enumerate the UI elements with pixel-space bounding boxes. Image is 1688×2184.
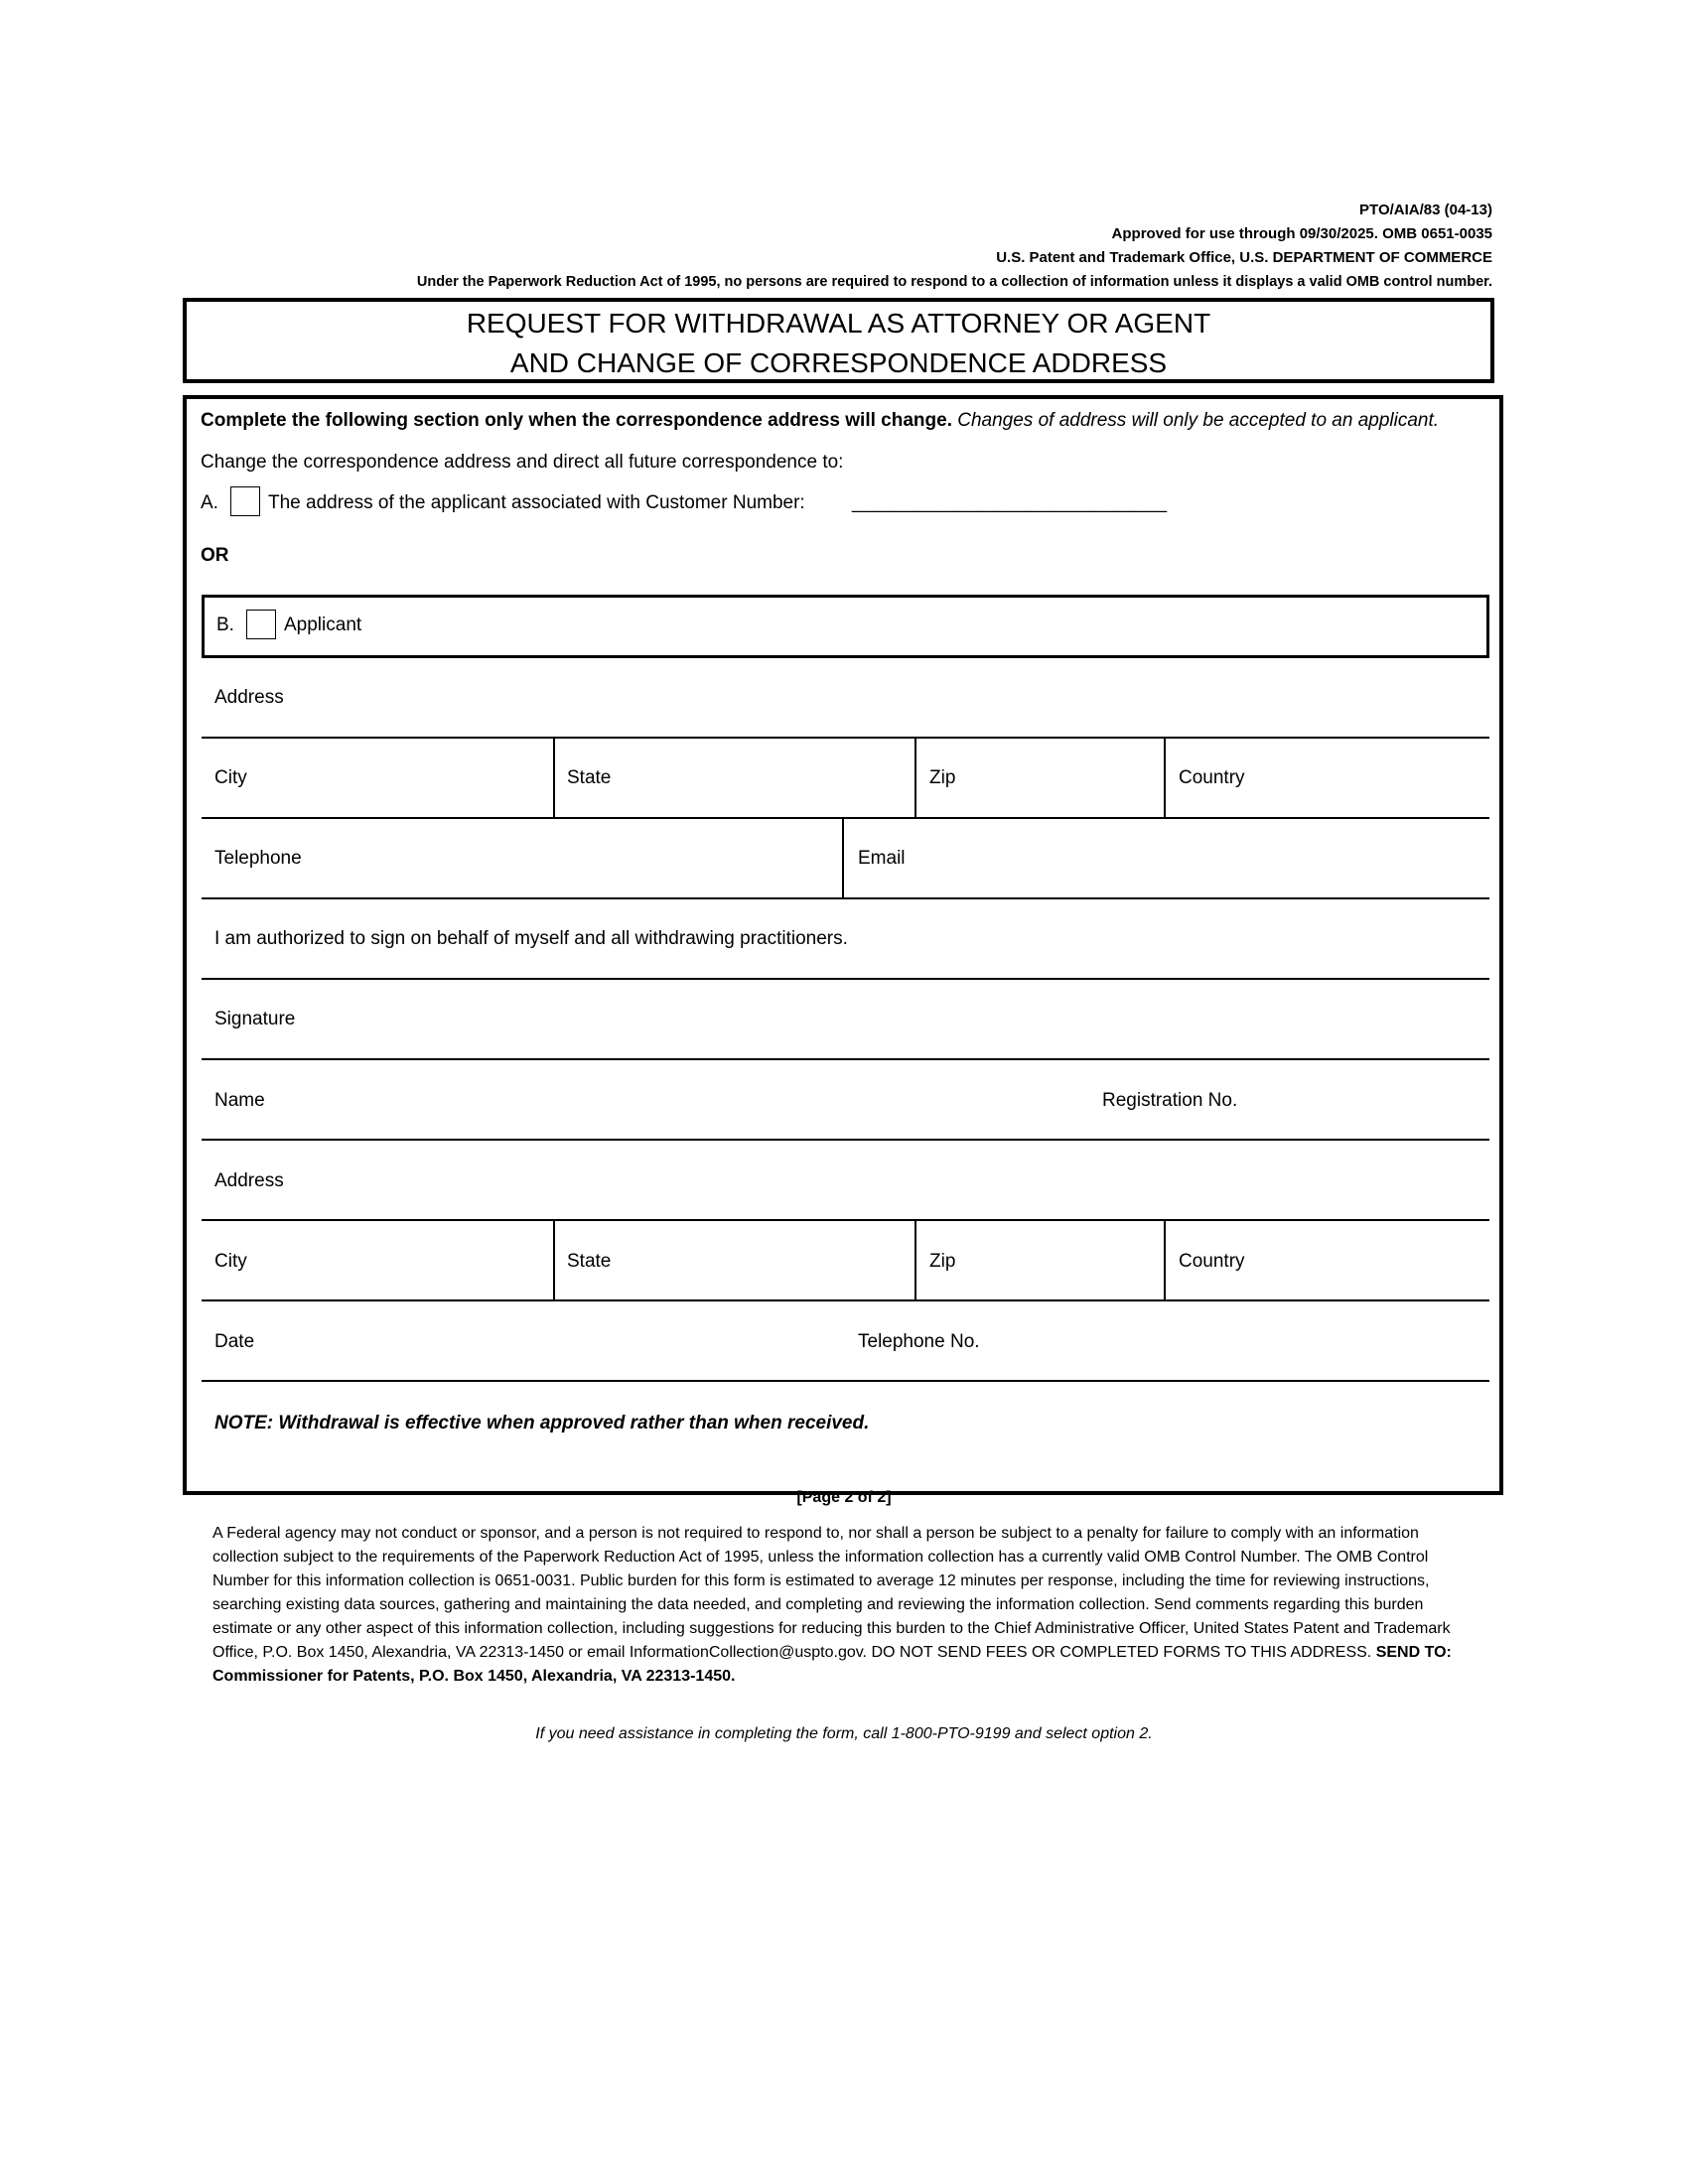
intro-text	[201, 409, 1439, 433]
address-line	[202, 737, 1489, 739]
state-label: State	[567, 767, 612, 788]
approval-line: Approved for use through 09/30/2025. OMB 0651-0035	[1111, 225, 1492, 242]
zip2-label: Zip	[929, 1251, 956, 1272]
address2-label: Address	[214, 1170, 284, 1191]
customer-number-field[interactable]: ______________________________	[852, 492, 1168, 513]
state2-label: State	[567, 1251, 612, 1272]
name-label: Name	[214, 1090, 265, 1111]
date-label: Date	[214, 1331, 255, 1352]
zip-label: Zip	[929, 767, 956, 788]
address-label: Address	[214, 687, 284, 708]
signature-line	[202, 1058, 1489, 1060]
form-title-line2: AND CHANGE OF CORRESPONDENCE ADDRESS	[509, 347, 1168, 378]
withdrawal-note: NOTE: Withdrawal is effective when approved rather than when received.	[214, 1413, 870, 1433]
burden-statement	[212, 1522, 1483, 1689]
signature-label: Signature	[214, 1009, 296, 1029]
intro-italic: Changes of address will only be accepted to an applicant.	[957, 410, 1440, 431]
country2-label: Country	[1179, 1251, 1245, 1272]
city-label: City	[214, 767, 247, 788]
form-title-line1: REQUEST FOR WITHDRAWAL AS ATTORNEY OR AGENT	[466, 308, 1211, 339]
burden-text: A Federal agency may not conduct or sponsor, and a person is not required to respond to, nor shall a person be subject to a penalty for failure to comply with an information collection subject to the requirements of the Paperwork Reduction Act of 1995, unless the information collection has a currently valid OMB Control Number. The OMB Control Number for this information collection is 0651-0031. Public burden for this form is estimated to average 12 minutes per response, including the time for reviewing instructions, searching existing data sources, gathering and maintaining the data needed, and completing and reviewing the information collection. Send comments regarding this burden estimate or any other aspect of this information collection, including suggestions for reducing this burden to the Chief Administrative Officer, United States Patent and Trademark Office, P.O. Box 1450, Alexandria, VA 22313-1450 or email InformationCollection@uspto.gov. DO NOT SEND FEES OR COMPLETED FORMS TO THIS ADDRESS.	[212, 1525, 1451, 1661]
form-id: PTO/AIA/83 (04-13)	[1359, 202, 1492, 218]
or-label: OR	[201, 545, 229, 566]
option-b-checkbox[interactable]	[246, 610, 276, 639]
option-a-checkbox[interactable]	[230, 486, 260, 516]
option-b-letter: B.	[216, 614, 234, 635]
assistance-note: If you need assistance in completing the form, call 1-800-PTO-9199 and select option 2.	[535, 1725, 1153, 1742]
form-body	[183, 395, 1503, 1495]
registration-label: Registration No.	[1102, 1090, 1238, 1111]
paperwork-notice: Under the Paperwork Reduction Act of 1995, no persons are required to respond to a collection of information unless it displays a valid OMB control number.	[416, 274, 1492, 290]
intro-bold: Complete the following section only when the correspondence address will change.	[201, 410, 952, 431]
agency-line: U.S. Patent and Trademark Office, U.S. DEPARTMENT OF COMMERCE	[996, 249, 1492, 266]
page-number: [Page 2 of 2]	[796, 1489, 892, 1506]
authorization-statement: I am authorized to sign on behalf of myself and all withdrawing practitioners.	[214, 928, 848, 949]
email-label: Email	[858, 848, 906, 869]
city2-label: City	[214, 1251, 247, 1272]
option-a-letter: A.	[201, 492, 218, 513]
telephone-label: Telephone	[214, 848, 302, 869]
applicant-option-box	[202, 595, 1489, 658]
option-a-label: The address of the applicant associated with Customer Number:	[268, 492, 805, 513]
change-instruction: Change the correspondence address and direct all future correspondence to:	[201, 452, 844, 473]
option-b-label: Applicant	[284, 614, 362, 635]
country-label: Country	[1179, 767, 1245, 788]
form-title-box	[183, 298, 1494, 383]
send-to: SEND TO: Commissioner for Patents, P.O. Box 1450, Alexandria, VA 22313-1450.	[212, 1644, 1452, 1685]
telephone-no-label: Telephone No.	[858, 1331, 980, 1352]
